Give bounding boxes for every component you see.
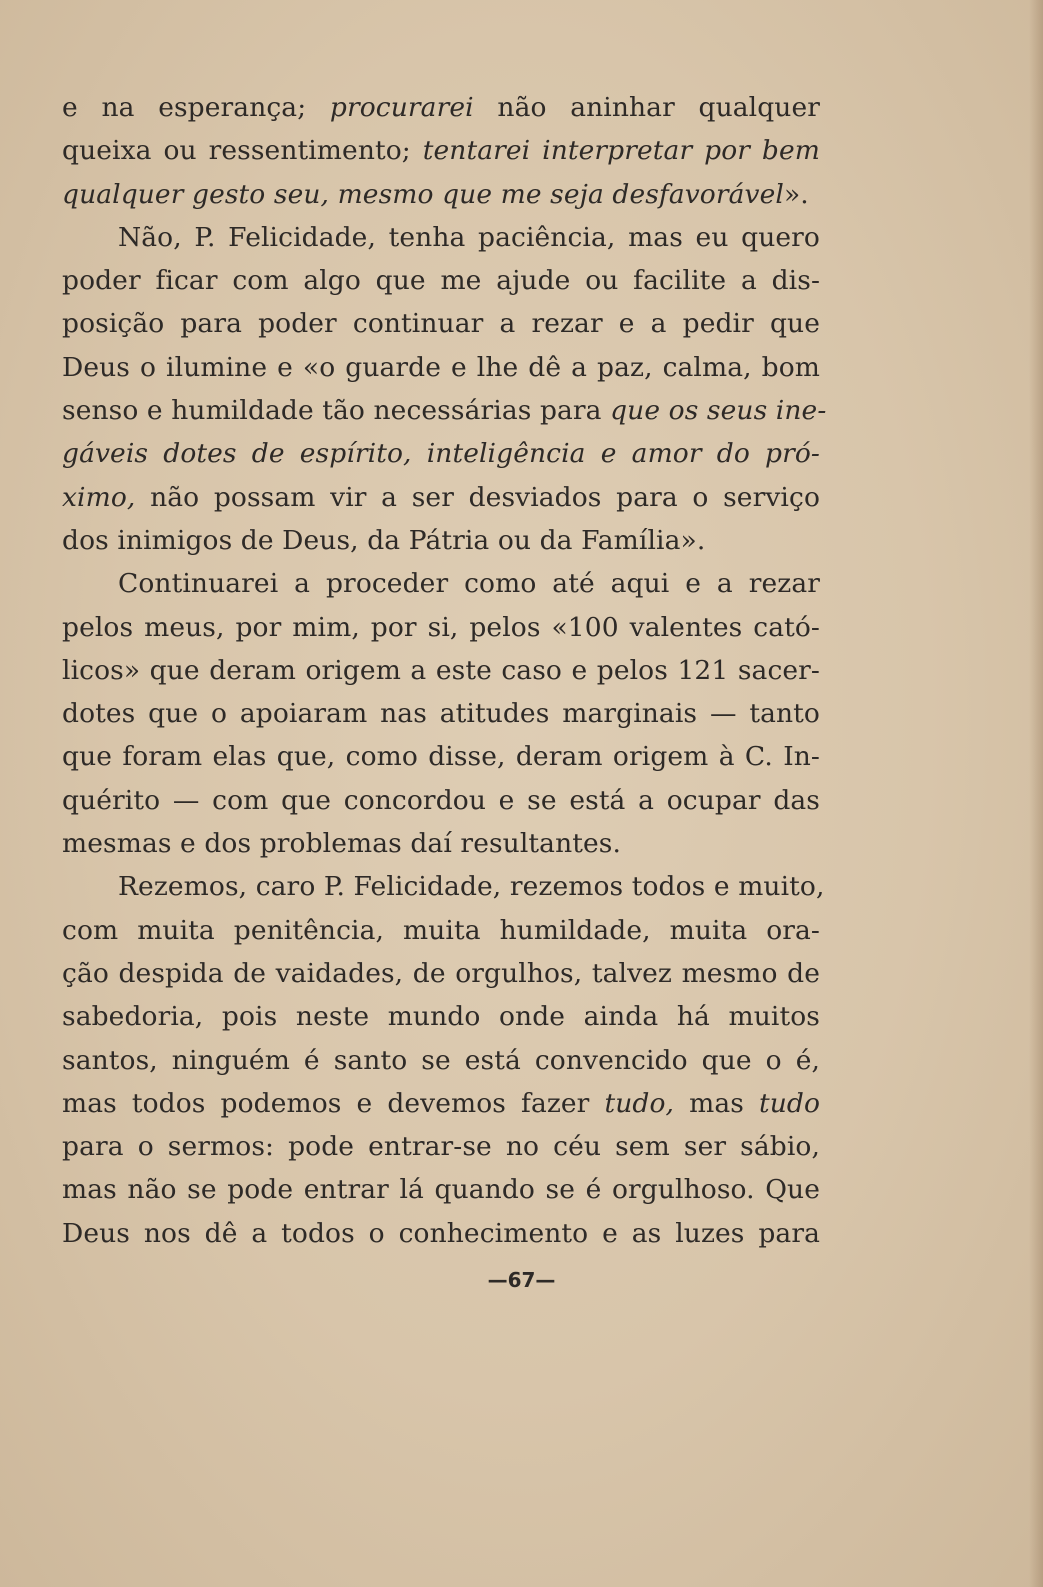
text-line [62,735,820,778]
text-line [62,129,820,172]
text-line [62,692,820,735]
text-line [62,173,820,216]
text-line [62,952,820,995]
text-line [62,1212,820,1255]
text-line [62,346,820,389]
text-line [62,216,820,259]
italic-text-segment: que os seus ine- [610,395,827,427]
text-segment: dos inimigos de Deus, da Pátria ou da Família». [62,524,706,556]
text-segment: não possam vir a ser desviados para o serviço [135,481,820,513]
text-line [62,86,820,129]
text-segment: ». [783,178,809,210]
text-line [62,822,820,865]
text-segment: mas não se pode entrar lá quando se é orgulhoso. Que [62,1174,820,1206]
text-line [62,259,820,302]
text-line [62,1082,820,1125]
text-line [62,909,820,952]
text-line [62,519,820,562]
text-segment: com muita penitência, muita humildade, muita ora- [62,914,820,946]
text-segment: não aninhar qualquer [473,92,820,123]
italic-text-segment: qualquer gesto seu, mesmo que me seja desfavorável [62,178,784,210]
text-line [62,995,820,1038]
text-segment: Rezemos, caro P. Felicidade, rezemos todos e muito, [118,871,825,903]
text-segment: ção despida de vaidades, de orgulhos, talvez mesmo de [62,957,820,989]
text-segment: senso e humildade tão necessárias para [62,395,611,427]
text-segment: dotes que o apoiaram nas atitudes marginais — tanto [62,698,820,730]
text-line [62,562,820,605]
text-segment: poder ficar com algo que me ajude ou facilite a dis- [62,265,820,297]
text-segment: Deus nos dê a todos o conhecimento e as luzes para [62,1217,820,1249]
text-segment: mas todos podemos e devemos fazer [62,1087,605,1119]
text-line [62,779,820,822]
text-line [62,606,820,649]
text-segment: mesmas e dos problemas daí resultantes. [62,828,621,860]
text-segment: licos» que deram origem a este caso e pelos 121 sacer- [62,654,820,686]
body-text [62,86,827,1255]
text-segment: que foram elas que, como disse, deram origem à C. In- [62,741,820,773]
text-segment: posição para poder continuar a rezar e a pedir que [62,308,820,340]
text-segment: sabedoria, pois neste mundo onde ainda há muitos [62,1001,820,1033]
text-line [62,1125,820,1168]
text-segment: quérito — com que concordou e se está a ocupar das [62,784,820,816]
text-segment: e na esperança; [62,92,330,123]
text-line [62,1039,820,1082]
page-edge-shadow [1029,0,1043,1587]
italic-text-segment: tentarei interpretar por bem [422,135,821,167]
text-line [62,865,825,908]
text-line [62,432,820,475]
text-segment: Continuarei a proceder como até aqui e a rezar [118,568,820,600]
text-segment: pelos meus, por mim, por si, pelos «100 valentes cató- [62,611,820,643]
text-line [62,389,827,432]
text-line [62,1168,820,1211]
italic-text-segment: ximo, [62,481,136,513]
page-number: —67— [487,1268,556,1292]
italic-text-segment: procurarei [329,92,474,123]
text-line [62,476,820,519]
text-segment: Deus o ilumine e «o guarde e lhe dê a paz, calma, bom [62,351,820,383]
text-segment: Não, P. Felicidade, tenha paciência, mas eu quero [118,221,820,253]
italic-text-segment: tudo, [604,1087,675,1119]
text-segment: santos, ninguém é santo se está convencido que o é, [62,1044,820,1076]
italic-text-segment: tudo [758,1087,821,1119]
text-segment: queixa ou ressentimento; [62,135,423,167]
italic-text-segment: gáveis dotes de espírito, inteligência e amor do pró- [62,438,820,470]
text-line [62,302,820,345]
text-line [62,649,820,692]
text-segment: para o sermos: pode entrar-se no céu sem ser sábio, [62,1131,820,1163]
text-segment: mas [674,1087,759,1119]
